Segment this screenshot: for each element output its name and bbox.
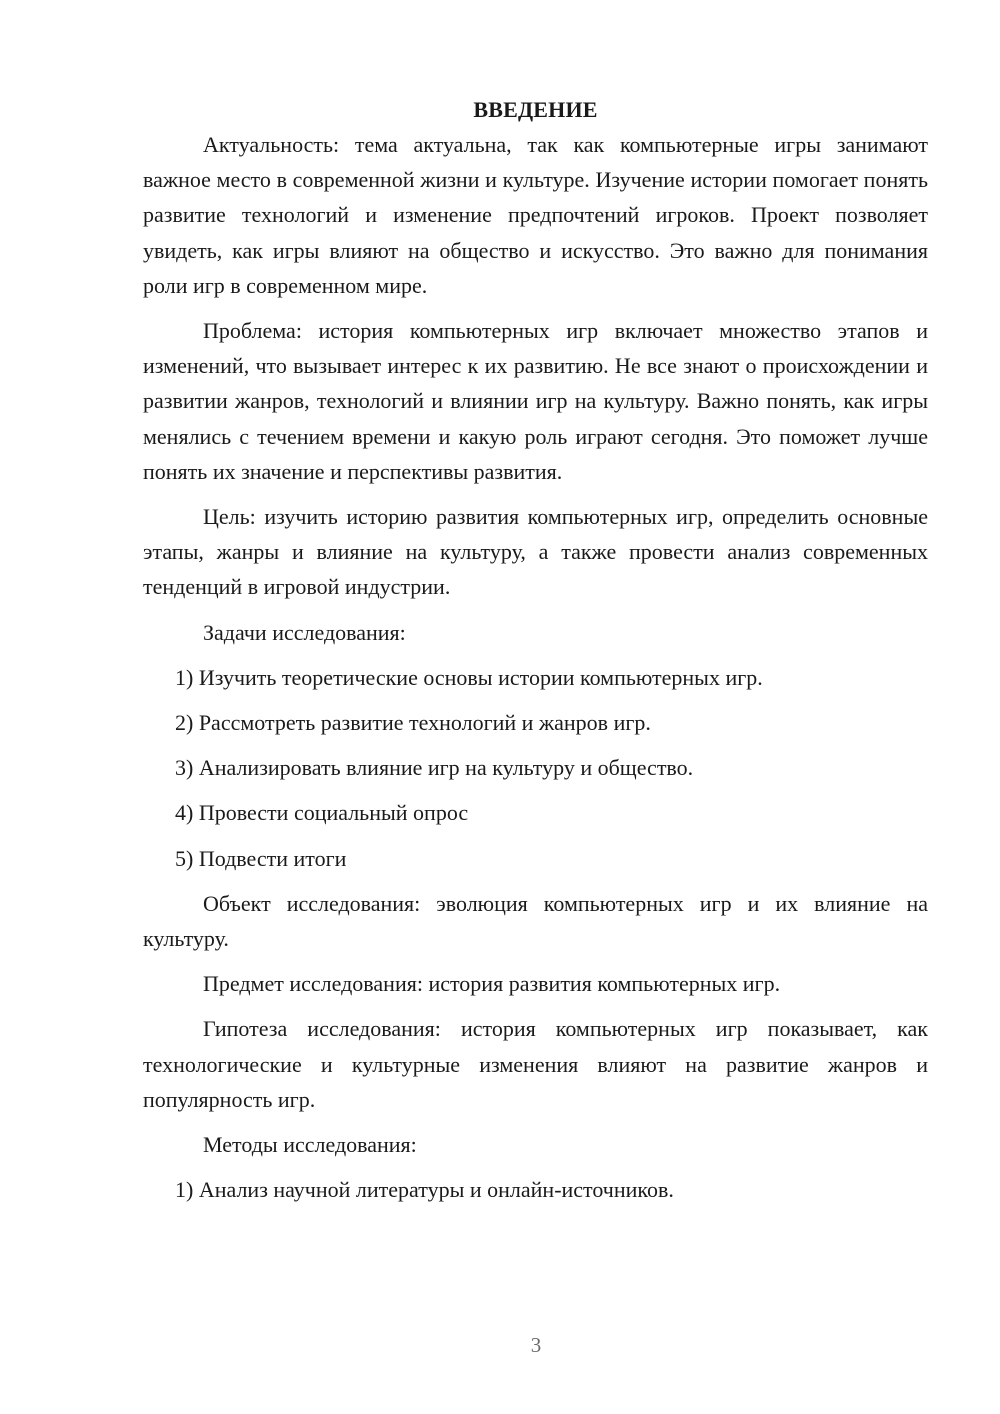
methods-label: Методы исследования: <box>203 1132 417 1158</box>
list-item: 2) Рассмотреть развитие технологий и жанров игр. <box>175 710 651 736</box>
object-paragraph: Объект исследования: эволюция компьютерных игр и их влияние на культуру. <box>143 890 928 952</box>
document-page <box>143 92 928 1217</box>
list-item: 3) Анализировать влияние игр на культуру и общество. <box>175 755 694 781</box>
methods-list <box>143 1172 928 1207</box>
tasks-list <box>143 660 928 876</box>
relevance-paragraph: Актуальность: тема актуальна, так как компьютерные игры занимают важное место в современной жизни и культуре. Изучение истории помогает понять развитие технологий и изменение предпочтений игроков. Проект позволяет увидеть, как игры влияют на общество и искусство. Это важно для понимания роли игр в современном мире. <box>143 132 928 298</box>
page-number: 3 <box>530 1333 542 1357</box>
section-heading: ВВЕДЕНИЕ <box>473 97 598 122</box>
subject-paragraph: Предмет исследования: история развития компьютерных игр. <box>203 971 781 997</box>
problem-paragraph: Проблема: история компьютерных игр включает множество этапов и изменений, что вызывает интерес к их развитию. Не все знают о происхождении и развитии жанров, технологий и влиянии игр на культуру. Важно понять, как игры менялись с течением времени и какую роль играют сегодня. Это поможет лучше понять их значение и перспективы развития. <box>143 318 928 484</box>
list-item: 4) Провести социальный опрос <box>175 800 469 826</box>
goal-paragraph: Цель: изучить историю развития компьютерных игр, определить основные этапы, жанры и влияние на культуру, а также провести анализ современных тенденций в игровой индустрии. <box>143 504 928 600</box>
hypothesis-paragraph: Гипотеза исследования: история компьютерных игр показывает, как технологические и культурные изменения влияют на развитие жанров и популярность игр. <box>143 1016 928 1112</box>
list-item: 1) Изучить теоретические основы истории компьютерных игр. <box>175 664 763 690</box>
list-item: 5) Подвести итоги <box>175 845 347 871</box>
list-item: 1) Анализ научной литературы и онлайн-источников. <box>175 1177 674 1203</box>
tasks-label: Задачи исследования: <box>203 619 406 645</box>
